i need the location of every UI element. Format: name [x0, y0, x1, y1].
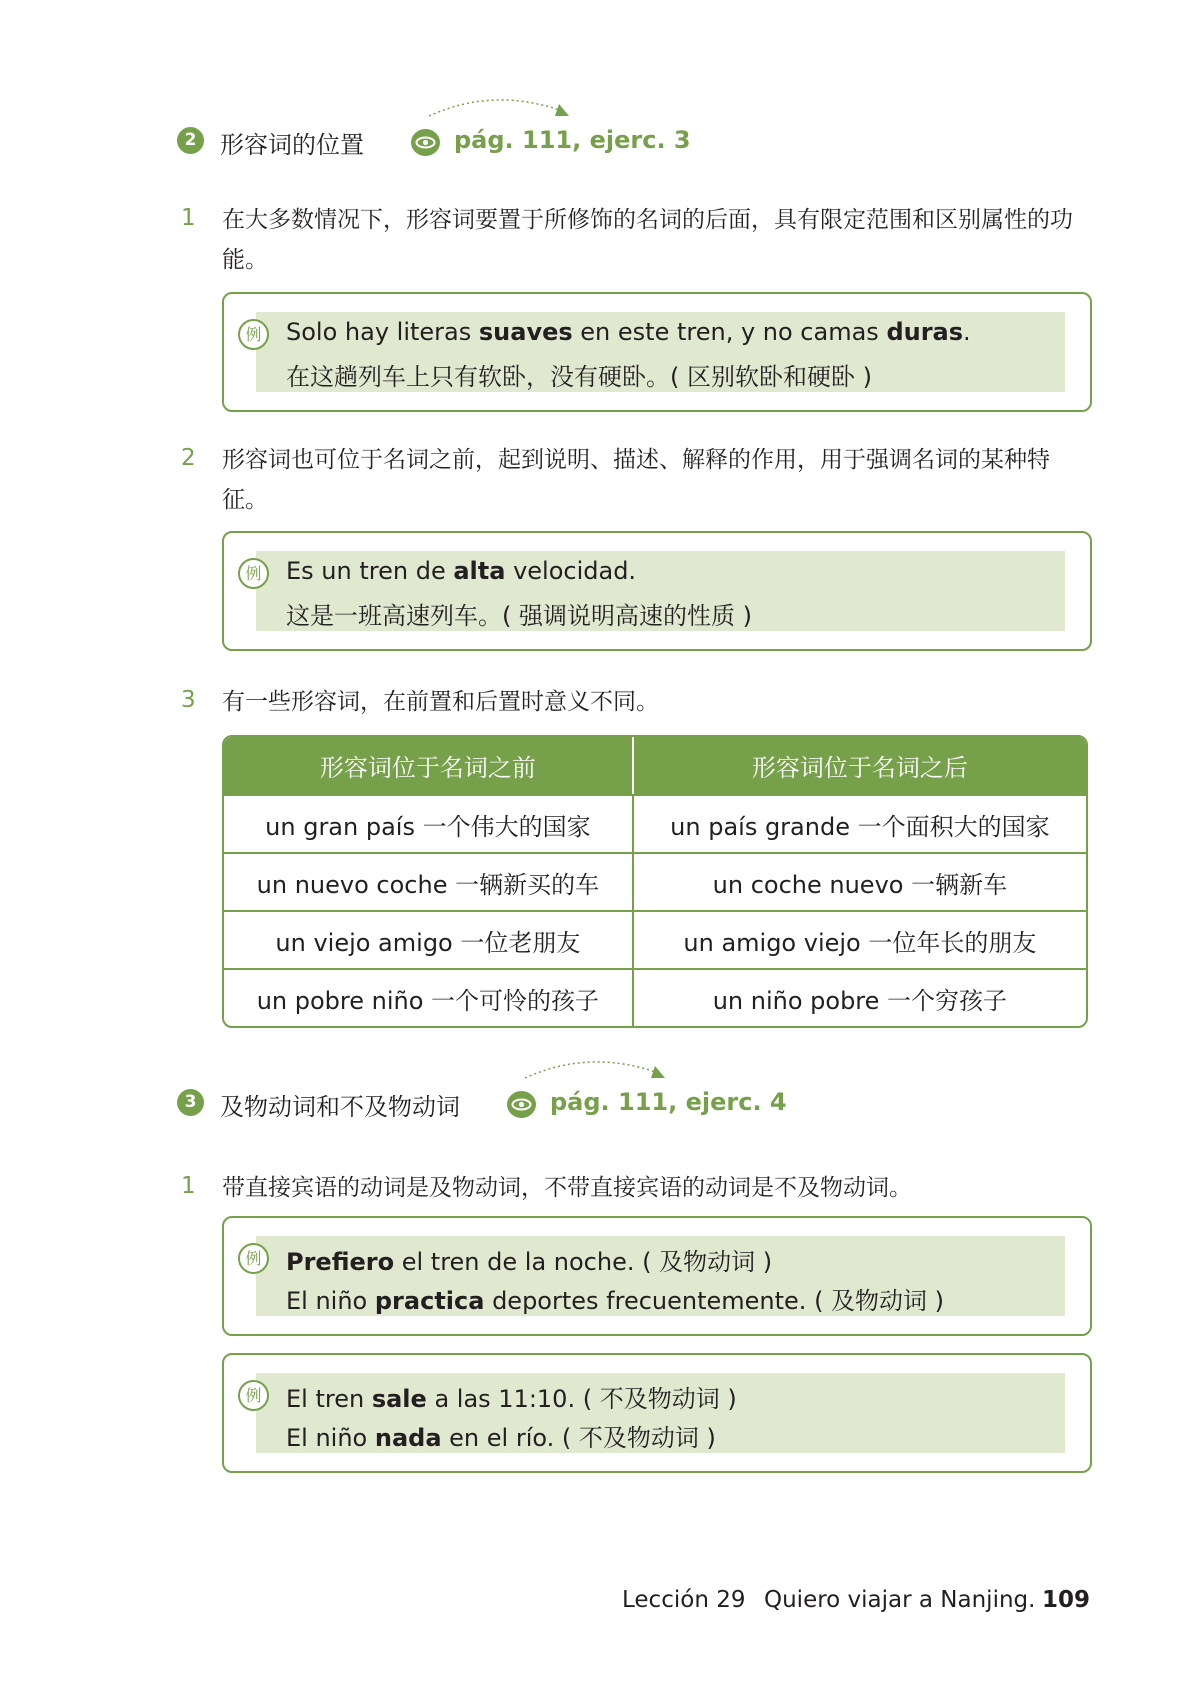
section-number: 2: [177, 127, 204, 154]
example-mark: 例: [238, 319, 269, 350]
example-box: [222, 292, 1092, 412]
section-title: 形容词的位置: [220, 131, 364, 159]
example-box: [222, 1216, 1092, 1336]
table-cell: un pobre niño 一个可怜的孩子: [224, 968, 632, 1026]
table-row: [224, 794, 1086, 852]
table-cell: un amigo viejo 一位年长的朋友: [632, 910, 1086, 968]
reference-text: pág. 111, ejerc. 4: [550, 1088, 787, 1116]
table-row: [224, 852, 1086, 910]
table-cell: un país grande 一个面积大的国家: [632, 794, 1086, 852]
eye-icon: [411, 129, 440, 156]
table-cell: un gran país 一个伟大的国家: [224, 794, 632, 852]
reference-text: pág. 111, ejerc. 3: [454, 126, 691, 154]
eye-icon: [507, 1091, 536, 1118]
item-text: 在大多数情况下，形容词要置于所修饰的名词的后面，具有限定范围和区别属性的功能。: [222, 207, 1073, 273]
example-line: Prefiero el tren de la noche. ( 及物动词 ): [286, 1248, 773, 1276]
footer-lesson-title: Quiero viajar a Nanjing.: [764, 1587, 1036, 1613]
example-box: [222, 531, 1092, 651]
example-line: El niño practica deportes frecuentemente. ( 及物动词 ): [286, 1287, 945, 1315]
table-row: [224, 910, 1086, 968]
example-spanish: Solo hay literas suaves en este tren, y no camas duras.: [286, 318, 971, 346]
table-cell: un viejo amigo 一位老朋友: [224, 910, 632, 968]
footer-lesson: Lección 29: [622, 1587, 746, 1613]
table-cell: un niño pobre 一个穷孩子: [632, 968, 1086, 1026]
item-number: 1: [181, 205, 196, 231]
table-header: 形容词位于名词之后: [632, 737, 1086, 794]
item-number: 3: [181, 687, 196, 713]
item-text: 形容词也可位于名词之前，起到说明、描述、解释的作用，用于强调名词的某种特征。: [222, 447, 1050, 513]
item-text: 带直接宾语的动词是及物动词，不带直接宾语的动词是不及物动词。: [222, 1175, 912, 1201]
item-number: 1: [181, 1173, 196, 1199]
adjective-position-table: [222, 735, 1088, 1028]
table-cell: un nuevo coche 一辆新买的车: [224, 852, 632, 910]
page-number: 109: [1042, 1587, 1091, 1613]
section-number: 3: [177, 1089, 204, 1116]
example-box: [222, 1353, 1092, 1473]
section-title: 及物动词和不及物动词: [220, 1093, 460, 1121]
table-row: [224, 968, 1086, 1026]
item-number: 2: [181, 445, 196, 471]
example-spanish: Es un tren de alta velocidad.: [286, 557, 637, 585]
example-mark: 例: [238, 1243, 269, 1274]
item-text: 有一些形容词，在前置和后置时意义不同。: [222, 689, 659, 715]
table-cell: un coche nuevo 一辆新车: [632, 852, 1086, 910]
example-chinese: 这是一班高速列车。( 强调说明高速的性质 ): [286, 602, 752, 630]
example-mark: 例: [238, 558, 269, 589]
example-chinese: 在这趟列车上只有软卧，没有硬卧。( 区别软卧和硬卧 ): [286, 363, 872, 391]
example-line: El tren sale a las 11:10. ( 不及物动词 ): [286, 1385, 737, 1413]
example-line: El niño nada en el río. ( 不及物动词 ): [286, 1424, 716, 1452]
example-mark: 例: [238, 1380, 269, 1411]
table-header: 形容词位于名词之前: [224, 737, 632, 794]
